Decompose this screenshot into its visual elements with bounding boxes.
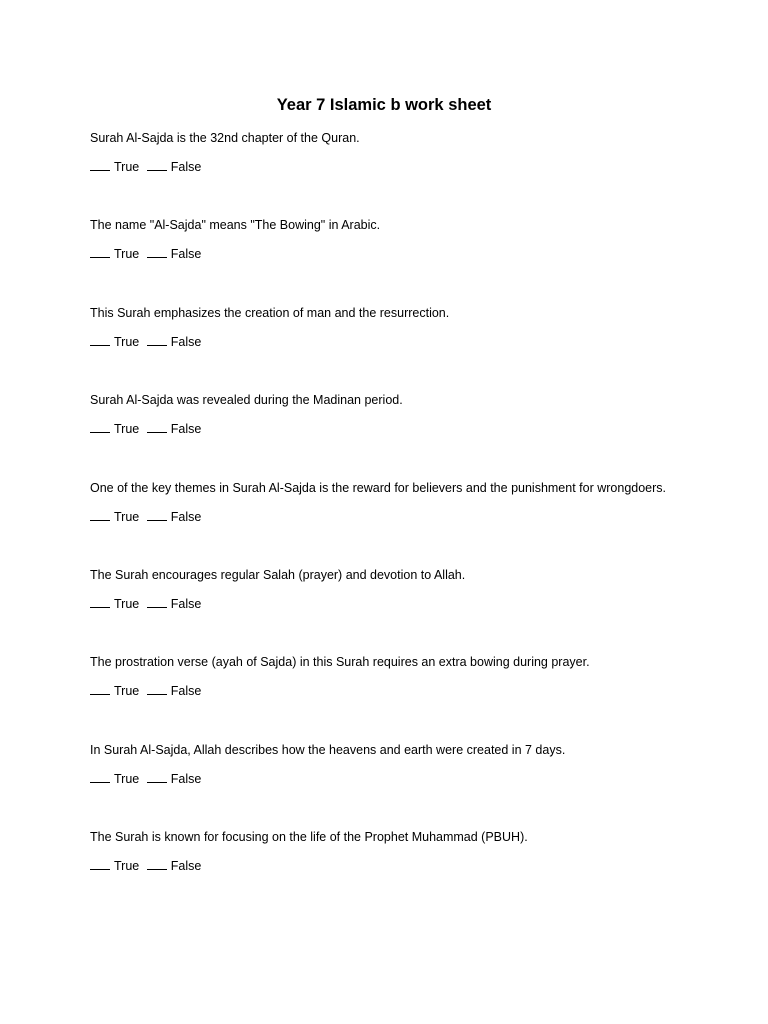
false-blank[interactable] (147, 421, 167, 433)
true-blank[interactable] (90, 771, 110, 783)
true-label: True (114, 596, 140, 611)
question-item-7 (90, 654, 750, 741)
false-blank[interactable] (147, 159, 167, 171)
true-label: True (114, 859, 140, 874)
question-item-6 (90, 567, 750, 654)
question-item-4 (90, 392, 750, 479)
true-label: True (114, 334, 140, 349)
page-title: Year 7 Islamic b work sheet (276, 96, 492, 114)
true-label: True (114, 684, 140, 699)
false-label: False (170, 334, 202, 349)
true-blank[interactable] (90, 334, 110, 346)
true-false-options (90, 596, 205, 612)
true-blank[interactable] (90, 683, 110, 695)
false-blank[interactable] (147, 771, 167, 783)
false-label: False (170, 859, 202, 874)
false-label: False (170, 771, 202, 786)
question-list (90, 130, 750, 917)
true-false-options (90, 421, 205, 437)
true-blank[interactable] (90, 159, 110, 171)
question-item-9 (90, 829, 750, 916)
false-label: False (170, 247, 202, 262)
true-false-options (90, 334, 205, 350)
question-text: Surah Al-Sajda was revealed during the Madinan period. (90, 393, 403, 408)
question-item-2 (90, 217, 750, 304)
false-blank[interactable] (147, 334, 167, 346)
false-label: False (170, 509, 202, 524)
true-false-options (90, 683, 205, 699)
false-label: False (170, 596, 202, 611)
question-text: The name "Al-Sajda" means "The Bowing" in Arabic. (90, 218, 381, 233)
true-false-options (90, 246, 205, 262)
true-false-options (90, 858, 205, 874)
true-blank[interactable] (90, 421, 110, 433)
question-item-5 (90, 480, 750, 567)
false-label: False (170, 684, 202, 699)
false-blank[interactable] (147, 246, 167, 258)
true-label: True (114, 160, 140, 174)
true-label: True (114, 771, 140, 786)
true-false-options (90, 771, 205, 787)
question-text: The Surah encourages regular Salah (prayer) and devotion to Allah. (90, 567, 466, 582)
question-item-8 (90, 742, 750, 829)
question-item-1 (90, 130, 750, 217)
false-blank[interactable] (147, 858, 167, 870)
false-blank[interactable] (147, 509, 167, 521)
true-blank[interactable] (90, 596, 110, 608)
true-blank[interactable] (90, 858, 110, 870)
question-item-3 (90, 305, 750, 392)
true-false-options (90, 159, 205, 175)
question-text: The prostration verse (ayah of Sajda) in this Surah requires an extra bowing during prayer. (90, 655, 590, 670)
false-blank[interactable] (147, 683, 167, 695)
false-label: False (170, 160, 202, 174)
false-blank[interactable] (147, 596, 167, 608)
true-blank[interactable] (90, 246, 110, 258)
true-label: True (114, 247, 140, 262)
question-text: One of the key themes in Surah Al-Sajda is the reward for believers and the punishment for wrongdoers. (90, 480, 667, 495)
false-label: False (170, 422, 202, 437)
question-text: Surah Al-Sajda is the 32nd chapter of the Quran. (90, 131, 360, 145)
true-blank[interactable] (90, 509, 110, 521)
question-text: This Surah emphasizes the creation of man and the resurrection. (90, 305, 450, 320)
question-text: The Surah is known for focusing on the life of the Prophet Muhammad (PBUH). (90, 830, 528, 845)
true-false-options (90, 509, 205, 525)
question-text: In Surah Al-Sajda, Allah describes how the heavens and earth were created in 7 days. (90, 742, 566, 757)
true-label: True (114, 422, 140, 437)
true-label: True (114, 509, 140, 524)
